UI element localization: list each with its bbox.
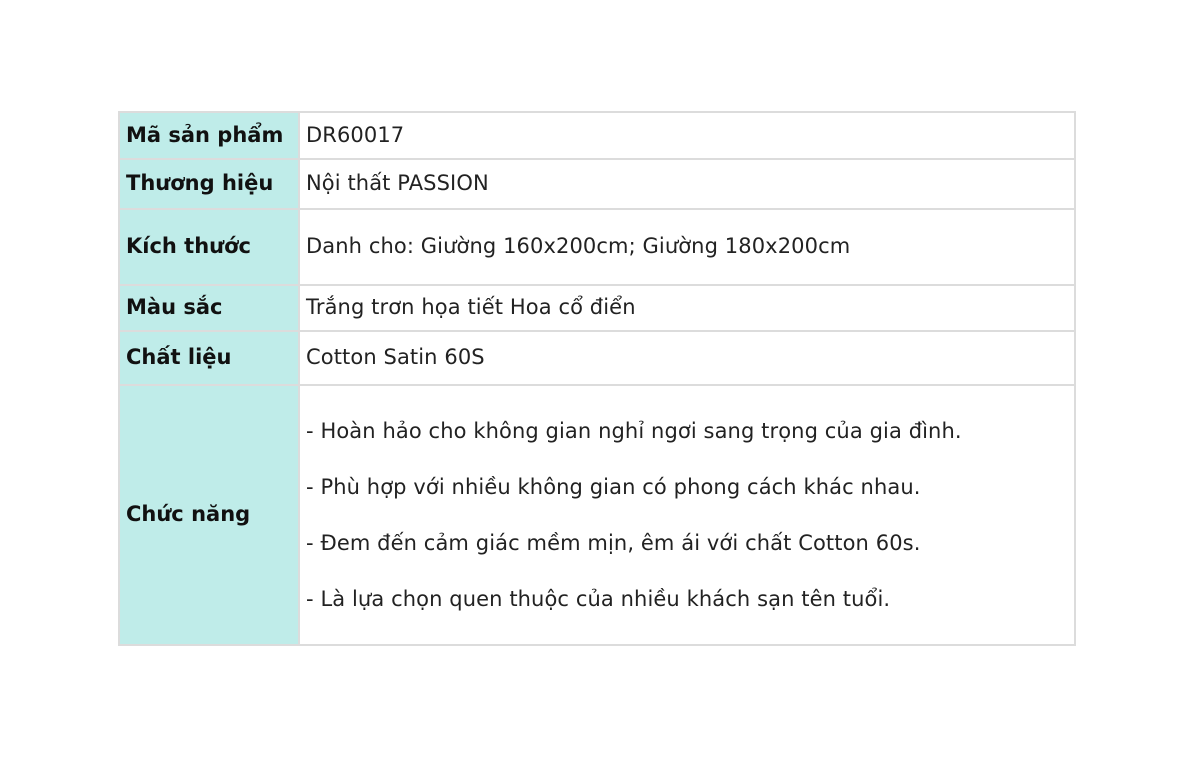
spec-row-product-code [119,112,1075,159]
spec-label-size: Kích thước [119,209,299,285]
spec-row-color [119,285,1075,331]
spec-row-size [119,209,1075,285]
spec-value-brand: Nội thất PASSION [299,159,1075,209]
product-spec-table [118,111,1076,646]
spec-row-function [119,385,1075,645]
spec-label-material: Chất liệu [119,331,299,385]
spec-label-color: Màu sắc [119,285,299,331]
spec-label-brand: Thương hiệu [119,159,299,209]
spec-label-product-code: Mã sản phẩm [119,112,299,159]
spec-value-size: Danh cho: Giường 160x200cm; Giường 180x200cm [299,209,1075,285]
spec-value-material: Cotton Satin 60S [299,331,1075,385]
function-item: - Phù hợp với nhiều không gian có phong cách khác nhau. [306,475,921,499]
function-list [306,403,1068,627]
function-item: - Là lựa chọn quen thuộc của nhiều khách sạn tên tuổi. [306,587,891,611]
spec-value-function [299,385,1075,645]
spec-row-brand [119,159,1075,209]
spec-row-material [119,331,1075,385]
function-item: - Đem đến cảm giác mềm mịn, êm ái với chất Cotton 60s. [306,531,921,555]
function-item: - Hoàn hảo cho không gian nghỉ ngơi sang trọng của gia đình. [306,419,962,443]
spec-value-product-code: DR60017 [299,112,1075,159]
spec-label-function: Chức năng [119,385,299,645]
spec-value-color: Trắng trơn họa tiết Hoa cổ điển [299,285,1075,331]
